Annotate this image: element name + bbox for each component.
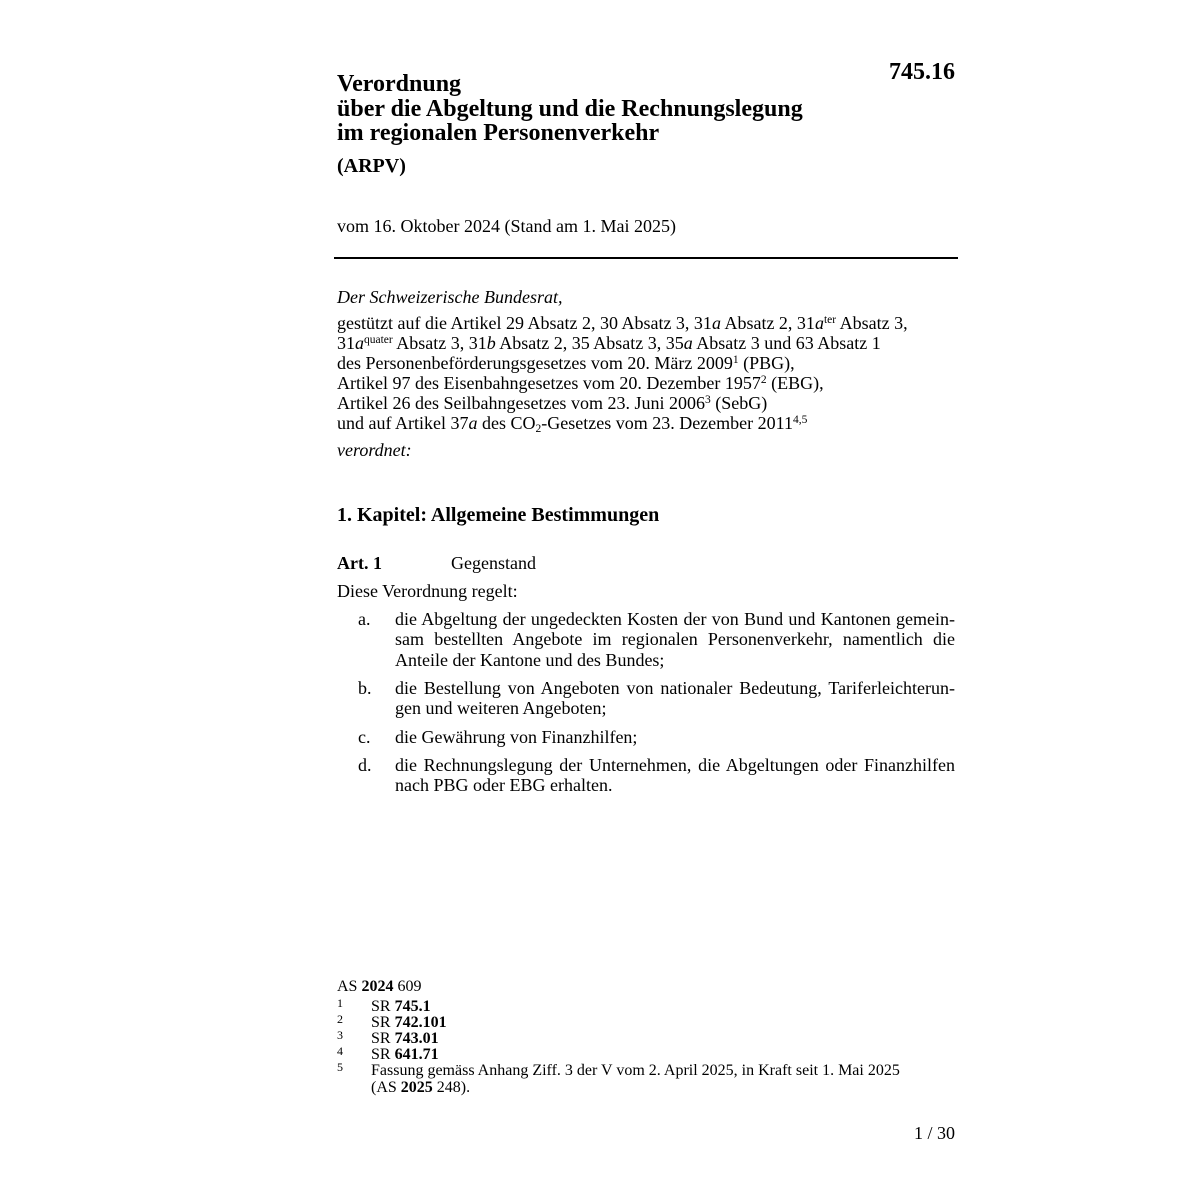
title-line: über die Abgeltung und die Rechnungslegung: [337, 95, 803, 122]
preamble-italic: a: [468, 413, 478, 433]
ordinance-abbreviation: (ARPV): [337, 155, 406, 177]
list-item-line: Anteile der Kantone und des Bundes;: [395, 649, 665, 670]
preamble-line: [337, 333, 908, 353]
footnote-prefix: SR: [371, 1014, 395, 1031]
footnote-number: 1: [337, 996, 343, 1010]
list-item-line: die Gewährung von Finanzhilfen;: [395, 727, 638, 747]
list-item-label: d.: [358, 755, 372, 775]
footnote-number: 5: [337, 1060, 343, 1074]
preamble-text: Absatz 3, 31: [392, 333, 487, 353]
preamble-italic: a: [683, 333, 693, 353]
footnote-text: Fassung gemäss Anhang Ziff. 3 der V vom 2. April 2025, in Kraft seit 1. Mai 2025: [371, 1062, 900, 1079]
footnote-reference: 1: [732, 354, 739, 366]
list-item-line: nach PBG oder EBG erhalten.: [395, 775, 613, 796]
footnote-prefix: SR: [371, 998, 395, 1015]
article-number: Art. 1: [337, 553, 382, 573]
list-item-line: gen und weiteren Angeboten;: [395, 698, 607, 719]
ordinance-title: [337, 72, 803, 146]
footnote-prefix: (AS: [371, 1079, 401, 1096]
footnote-sr-reference: 641.71: [394, 1046, 439, 1063]
as-page: 609: [393, 978, 422, 995]
preamble-text: des CO: [477, 413, 536, 433]
preamble-line: [337, 313, 908, 333]
as-prefix: AS: [337, 978, 362, 995]
preamble-text: (PBG),: [738, 353, 795, 373]
preamble-text: Absatz 2, 31: [720, 313, 815, 333]
title-divider: [334, 257, 958, 259]
list-item-text: [395, 678, 955, 719]
list-item-text: [395, 755, 955, 796]
list-item-line: sam bestellten Angebote im regionalen Personenverkehr, namentlich die: [395, 629, 955, 650]
preamble-italic: a: [355, 333, 364, 353]
title-line: Verordnung: [337, 71, 462, 97]
preamble-text: 31: [337, 333, 355, 353]
footnote-sr-reference: 743.01: [394, 1030, 439, 1047]
preamble-text: (SebG): [710, 393, 768, 413]
footnote-reference: 3: [704, 394, 711, 406]
footnote-reference: 4,5: [792, 414, 808, 426]
list-item-text: [395, 727, 955, 747]
preamble-text: gestützt auf die Artikel 29 Absatz 2, 30 Absatz 3, 31: [337, 313, 712, 333]
article-intro: Diese Verordnung regelt:: [337, 581, 518, 601]
chapter-heading: 1. Kapitel: Allgemeine Bestimmungen: [337, 504, 660, 526]
preamble-superscript: ter: [823, 314, 837, 326]
preamble-superscript: quater: [364, 334, 393, 346]
footnote: [337, 1012, 957, 1031]
footnote-prefix: SR: [371, 1030, 395, 1047]
footnote-continuation: [337, 1080, 957, 1096]
list-item-line: die Abgeltung der ungedeckten Kosten der von Bund und Kantonen gemein-: [395, 609, 955, 629]
article-title: Gegenstand: [451, 553, 536, 573]
sr-number: 745.16: [889, 59, 955, 85]
preamble: [337, 313, 908, 433]
preamble-text: (EBG),: [766, 373, 824, 393]
footnote-reference: 2: [760, 374, 767, 386]
title-line: im regionalen Personenverkehr: [337, 120, 660, 146]
preamble-line: [337, 353, 908, 373]
preamble-text: Absatz 2, 35 Absatz 3, 35: [495, 333, 684, 353]
preamble-text: Absatz 3,: [836, 313, 908, 333]
footnote: [337, 1060, 957, 1079]
footnote-number: 2: [337, 1012, 343, 1026]
list-item-label: c.: [358, 727, 371, 747]
footnote-sr-reference: 742.101: [394, 1014, 447, 1031]
list-item-label: a.: [358, 609, 371, 629]
list-item-line: die Bestellung von Angeboten von nationaler Bedeutung, Tariferleichterun-: [395, 678, 955, 698]
ordinance-date: vom 16. Oktober 2024 (Stand am 1. Mai 2025): [337, 216, 676, 236]
footnote-prefix: SR: [371, 1046, 395, 1063]
preamble-subscript: 2: [535, 423, 542, 435]
list-item-label: b.: [358, 678, 372, 698]
list-item-text: [395, 609, 955, 670]
as-year: 2024: [361, 978, 394, 995]
footnote-sr-reference: 745.1: [394, 998, 431, 1015]
footnote: [337, 1044, 957, 1063]
footnote: [337, 1028, 957, 1047]
preamble-italic: a: [711, 313, 721, 333]
official-collection-reference: [337, 979, 421, 995]
preamble-text: -Gesetzes vom 23. Dezember 2011: [541, 413, 793, 433]
preamble-authority: Der Schweizerische Bundesrat,: [337, 287, 563, 307]
footnote-text: [371, 1031, 439, 1047]
footnote-suffix: 248).: [432, 1079, 471, 1096]
footnote-text: [371, 1080, 470, 1096]
footnote-text: [371, 1015, 447, 1031]
footnote-text: [371, 999, 431, 1015]
preamble-line: [337, 373, 908, 393]
footnote: [337, 996, 957, 1015]
preamble-text: und auf Artikel 37: [337, 413, 469, 433]
footnote-as-year: 2025: [400, 1079, 433, 1096]
preamble-line: [337, 393, 908, 413]
preamble-italic: b: [486, 333, 496, 353]
list-item-line: die Rechnungslegung der Unternehmen, die Abgeltungen oder Finanzhilfen: [395, 755, 955, 775]
preamble-italic: a: [814, 313, 824, 333]
preamble-text: Absatz 3 und 63 Absatz 1: [692, 333, 881, 353]
footnote-number: 3: [337, 1028, 343, 1042]
preamble-text: Artikel 26 des Seilbahngesetzes vom 23. Juni 2006: [337, 393, 705, 413]
preamble-text: des Personenbeförderungsgesetzes vom 20. März 2009: [337, 353, 733, 373]
preamble-enactment: verordnet:: [337, 440, 412, 460]
page-number: 1 / 30: [913, 1123, 955, 1143]
preamble-line: [337, 413, 908, 433]
footnote-text: [371, 1047, 439, 1063]
preamble-text: Artikel 97 des Eisenbahngesetzes vom 20. Dezember 1957: [337, 373, 761, 393]
footnote-number: 4: [337, 1044, 343, 1058]
